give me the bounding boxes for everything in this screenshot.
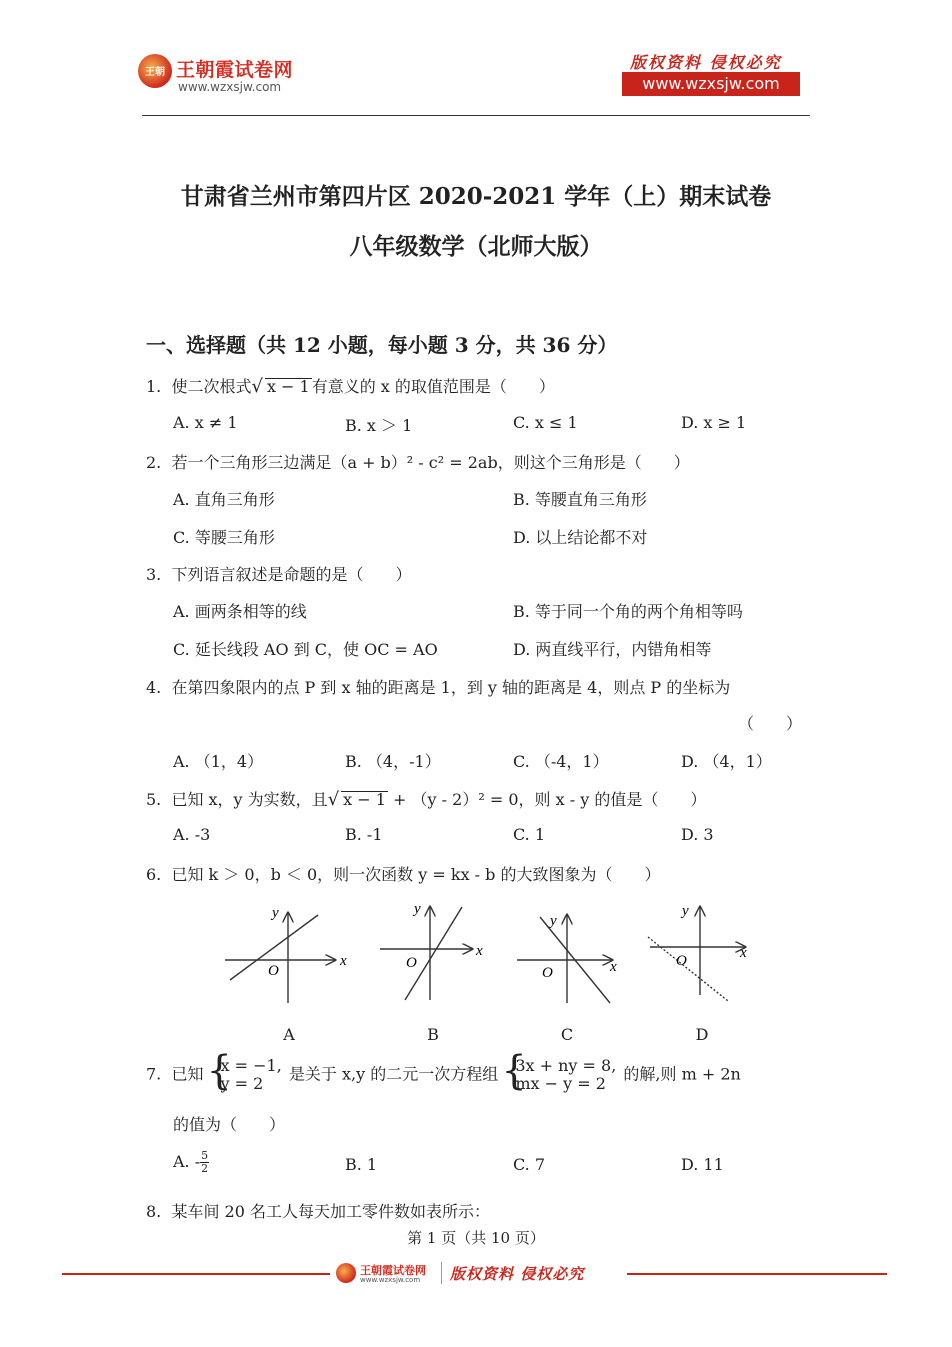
option-d: D. x ≥ 1 [681,413,747,432]
question-number: 6. [146,865,162,884]
question-number: 8. [146,1202,162,1221]
radicand: x − 1 [266,377,310,396]
graph-a [225,905,347,1003]
footer-copyright: 版权资料 侵权必究 [450,1265,585,1283]
question-text: 在第四象限内的点 P 到 x 轴的距离是 1，到 y 轴的距离是 4，则点 P 的坐标为 [171,678,731,697]
question-8 [146,1199,490,1222]
radicand: x − 1 [343,790,386,809]
question-number: 7. [146,1064,162,1084]
graph-label-a: A [283,1025,295,1044]
option-label: A. - [173,1152,201,1171]
footer-separator [441,1262,442,1284]
system-line: mx − y = 2 [515,1074,606,1093]
option-a: A. （1，4） [173,752,264,771]
logo-text: 王朝 [145,67,165,78]
option-d: D. 11 [681,1155,724,1174]
option-a: A. -3 [173,825,211,844]
origin-label: O [542,965,553,981]
function-line [405,907,462,1000]
question-text: 下列语言叙述是命题的是（ ） [171,565,412,584]
y-label: y [682,903,689,919]
copyright-notice: 版权资料 侵权必究 [630,53,782,72]
x-label: x [740,945,747,961]
radical-sign: √ [251,376,263,397]
solution-system [211,1057,282,1093]
question-7 [146,1057,741,1093]
question-text: 已知 [171,1064,204,1084]
footer-line-right [627,1273,887,1275]
graph-label-c: C [560,1025,574,1044]
origin-label: O [676,953,687,969]
equation-system [505,1057,616,1093]
option-c: C. （-4，1） [513,752,609,771]
numerator: 5 [201,1149,209,1162]
question-6 [146,862,661,885]
question-3 [146,562,411,585]
option-d: D. 两直线平行，内错角相等 [513,640,712,659]
question-text: 的解,则 m + 2n [623,1064,741,1084]
option-c: C. 1 [513,825,546,844]
option-a: A. 画两条相等的线 [173,602,307,621]
y-label: y [272,905,279,921]
site-url[interactable]: www.wzxsjw.com [178,80,282,94]
y-label: y [550,913,557,929]
url-banner[interactable]: www.wzxsjw.com [622,72,800,96]
option-a: A. x ≠ 1 [173,413,238,432]
graph-c [517,913,617,1003]
section-heading: 一、选择题（共 12 小题，每小题 3 分，共 36 分） [146,333,618,357]
question-text: 使二次根式 [171,377,252,396]
origin-label: O [406,955,417,971]
question-number: 1. [146,377,162,396]
graph-d [648,903,747,1001]
option-d: D. （4，1） [681,752,772,771]
question-text: 是关于 x,y 的二元一次方程组 [288,1064,499,1084]
q6-graphs [200,895,780,1015]
question-text: 有意义的 x 的取值范围是（ ） [311,377,555,396]
footer-line-left [62,1273,330,1275]
question-7-cont: 的值为（ ） [173,1115,286,1134]
answer-paren: （ ） [738,714,803,733]
option-c: C. 延长线段 AO 到 C，使 OC = AO [173,640,438,659]
radical-sign: √ [327,789,340,810]
x-label: x [340,953,347,969]
option-b: B. 等腰直角三角形 [513,490,647,509]
page-number: 第 1 页（共 10 页） [407,1229,545,1247]
option-b: B. -1 [345,825,383,844]
option-d: D. 3 [681,825,714,844]
graph-label-b: B [427,1025,439,1044]
footer-logo-icon [336,1263,356,1283]
question-5 [146,787,706,810]
option-a [173,1150,209,1175]
option-c: C. 等腰三角形 [173,528,275,547]
denominator: 2 [201,1162,209,1175]
exam-title: 甘肃省兰州市第四片区 2020-2021 学年（上）期末试卷 [180,183,772,210]
system-line: { 3x + ny = 8, [515,1056,617,1075]
question-text: 某车间 20 名工人每天加工零件数如表所示： [171,1202,490,1221]
question-text: 若一个三角形三边满足（a + b）² - c² = 2ab，则这个三角形是（ ） [171,453,690,472]
question-number: 2. [146,453,162,472]
question-2 [146,450,690,473]
graph-label-d: D [695,1025,709,1044]
option-b: B. x ＞ 1 [345,416,413,435]
origin-label: O [268,963,279,979]
site-logo-icon [138,54,172,88]
option-d: D. 以上结论都不对 [513,528,648,547]
y-label: y [414,901,421,917]
option-b: B. （4，-1） [345,752,441,771]
footer-site-name: 王朝霞试卷网 [360,1264,426,1277]
option-b: B. 等于同一个角的两个角相等吗 [513,602,743,621]
option-a: A. 直角三角形 [173,490,275,509]
question-1 [146,374,555,397]
question-text: 已知 x，y 为实数，且 [171,790,328,809]
fraction [200,1150,209,1175]
site-name: 王朝霞试卷网 [176,59,294,81]
question-number: 5. [146,790,162,809]
header-divider [142,115,810,116]
exam-subtitle: 八年级数学（北师大版） [349,233,603,260]
x-label: x [476,943,483,959]
option-c: C. x ≤ 1 [513,413,578,432]
x-label: x [610,959,617,975]
question-number: 3. [146,565,162,584]
system-line: { x = −1, [220,1056,282,1075]
footer-site-url[interactable]: www.wzxsjw.com [360,1276,421,1284]
option-b: B. 1 [345,1155,378,1174]
question-4 [146,675,730,698]
question-number: 4. [146,678,162,697]
option-c: C. 7 [513,1155,546,1174]
question-text: + （y - 2）² = 0，则 x - y 的值是（ ） [387,790,707,809]
system-line: y = 2 [220,1074,264,1093]
graph-b [380,901,483,1000]
question-text: 已知 k ＞ 0，b ＜ 0，则一次函数 y = kx - b 的大致图象为（ ） [171,865,661,884]
